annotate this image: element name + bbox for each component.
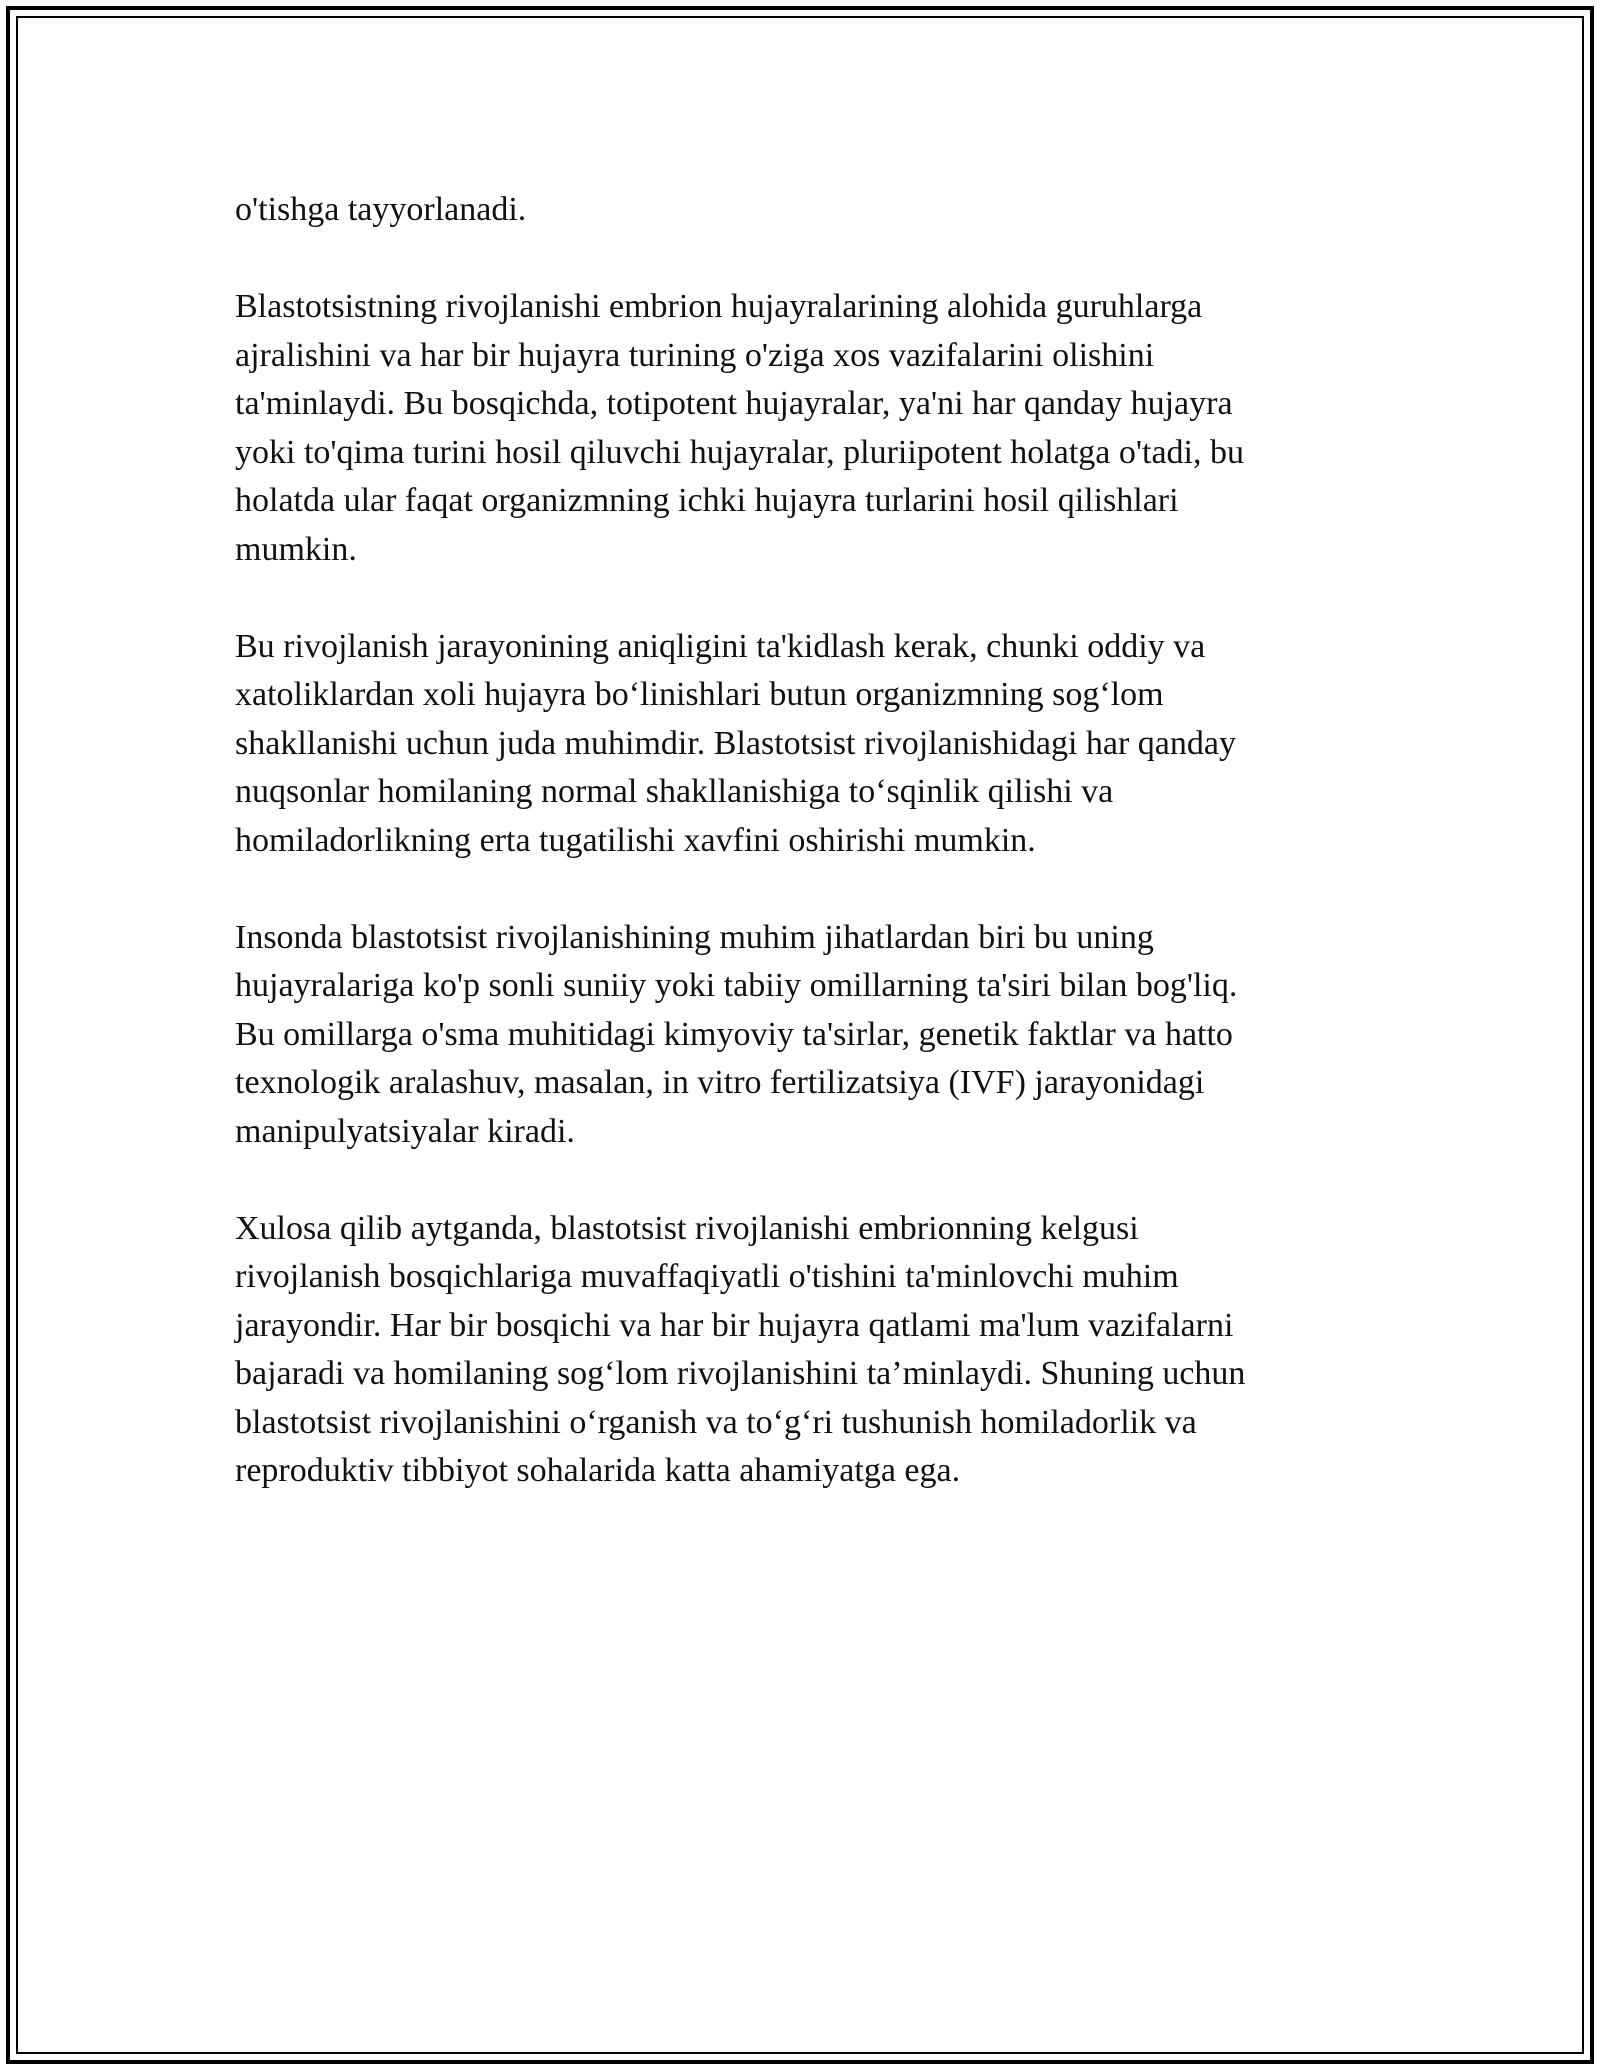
text-line: Insonda blastotsist rivojlanishining muhim jihatlardan biri bu uning [235,918,1154,956]
text-line: xatoliklardan xoli hujayra bo‘linishlari butun organizmning sog‘lom [235,676,1164,713]
text-line: ta'minlaydi. Bu bosqichda, totipotent hujayralar, ya'ni har qanday hujayra [235,385,1233,422]
text-line: o'tishga tayyorlanadi. [235,191,527,228]
text-line: shakllanishi uchun juda muhimdir. Blastotsist rivojlanishidagi har qanday [235,724,1236,762]
paragraph [235,283,1365,574]
text-line: rivojlanish bosqichlariga muvaffaqiyatli o'tishini ta'minlovchi muhim [235,1258,1179,1295]
text-line: hujayralariga ko'p sonli suniiy yoki tabiiy omillarning ta'siri bilan bog'liq. [235,967,1238,1004]
text-line: Bu rivojlanish jarayonining aniqligini ta'kidlash kerak, chunki oddiy va [235,627,1206,665]
paragraph [235,623,1365,866]
paragraph [235,1205,1365,1496]
text-line: jarayondir. Har bir bosqichi va har bir hujayra qatlami ma'lum vazifalarni [235,1306,1234,1344]
text-line: homiladorlikning erta tugatilishi xavfini oshirishi mumkin. [235,821,1036,859]
document-body [235,186,1365,1544]
text-line: mumkin. [235,530,357,568]
paragraph [235,186,1365,235]
text-line: holatda ular faqat organizmning ichki hujayra turlarini hosil qilishlari [235,482,1179,519]
text-line: ajralishini va har bir hujayra turining o'ziga xos vazifalarini olishini [235,336,1155,374]
text-line: manipulyatsiyalar kiradi. [235,1112,575,1150]
text-line: Xulosa qilib aytganda, blastotsist rivojlanishi embrionning kelgusi [235,1209,1139,1247]
text-line: blastotsist rivojlanishini o‘rganish va to‘g‘ri tushunish homiladorlik va [235,1403,1197,1441]
text-line: texnologik aralashuv, masalan, in vitro fertilizatsiya (IVF) jarayonidagi [235,1064,1205,1101]
text-line: bajaradi va homilaning sog‘lom rivojlanishini ta’minlaydi. Shuning uchun [235,1355,1246,1392]
text-line: Bu omillarga o'sma muhitidagi kimyoviy ta'sirlar, genetik faktlar va hatto [235,1015,1233,1053]
text-line: Blastotsistning rivojlanishi embrion hujayralarining alohida guruhlarga [235,288,1203,325]
paragraph [235,914,1365,1157]
text-line: nuqsonlar homilaning normal shakllanishiga to‘sqinlik qilishi va [235,773,1114,810]
text-line: yoki to'qima turini hosil qiluvchi hujayralar, pluriipotent holatga o'tadi, bu [235,433,1244,471]
text-line: reproduktiv tibbiyot sohalarida katta ahamiyatga ega. [235,1452,961,1489]
